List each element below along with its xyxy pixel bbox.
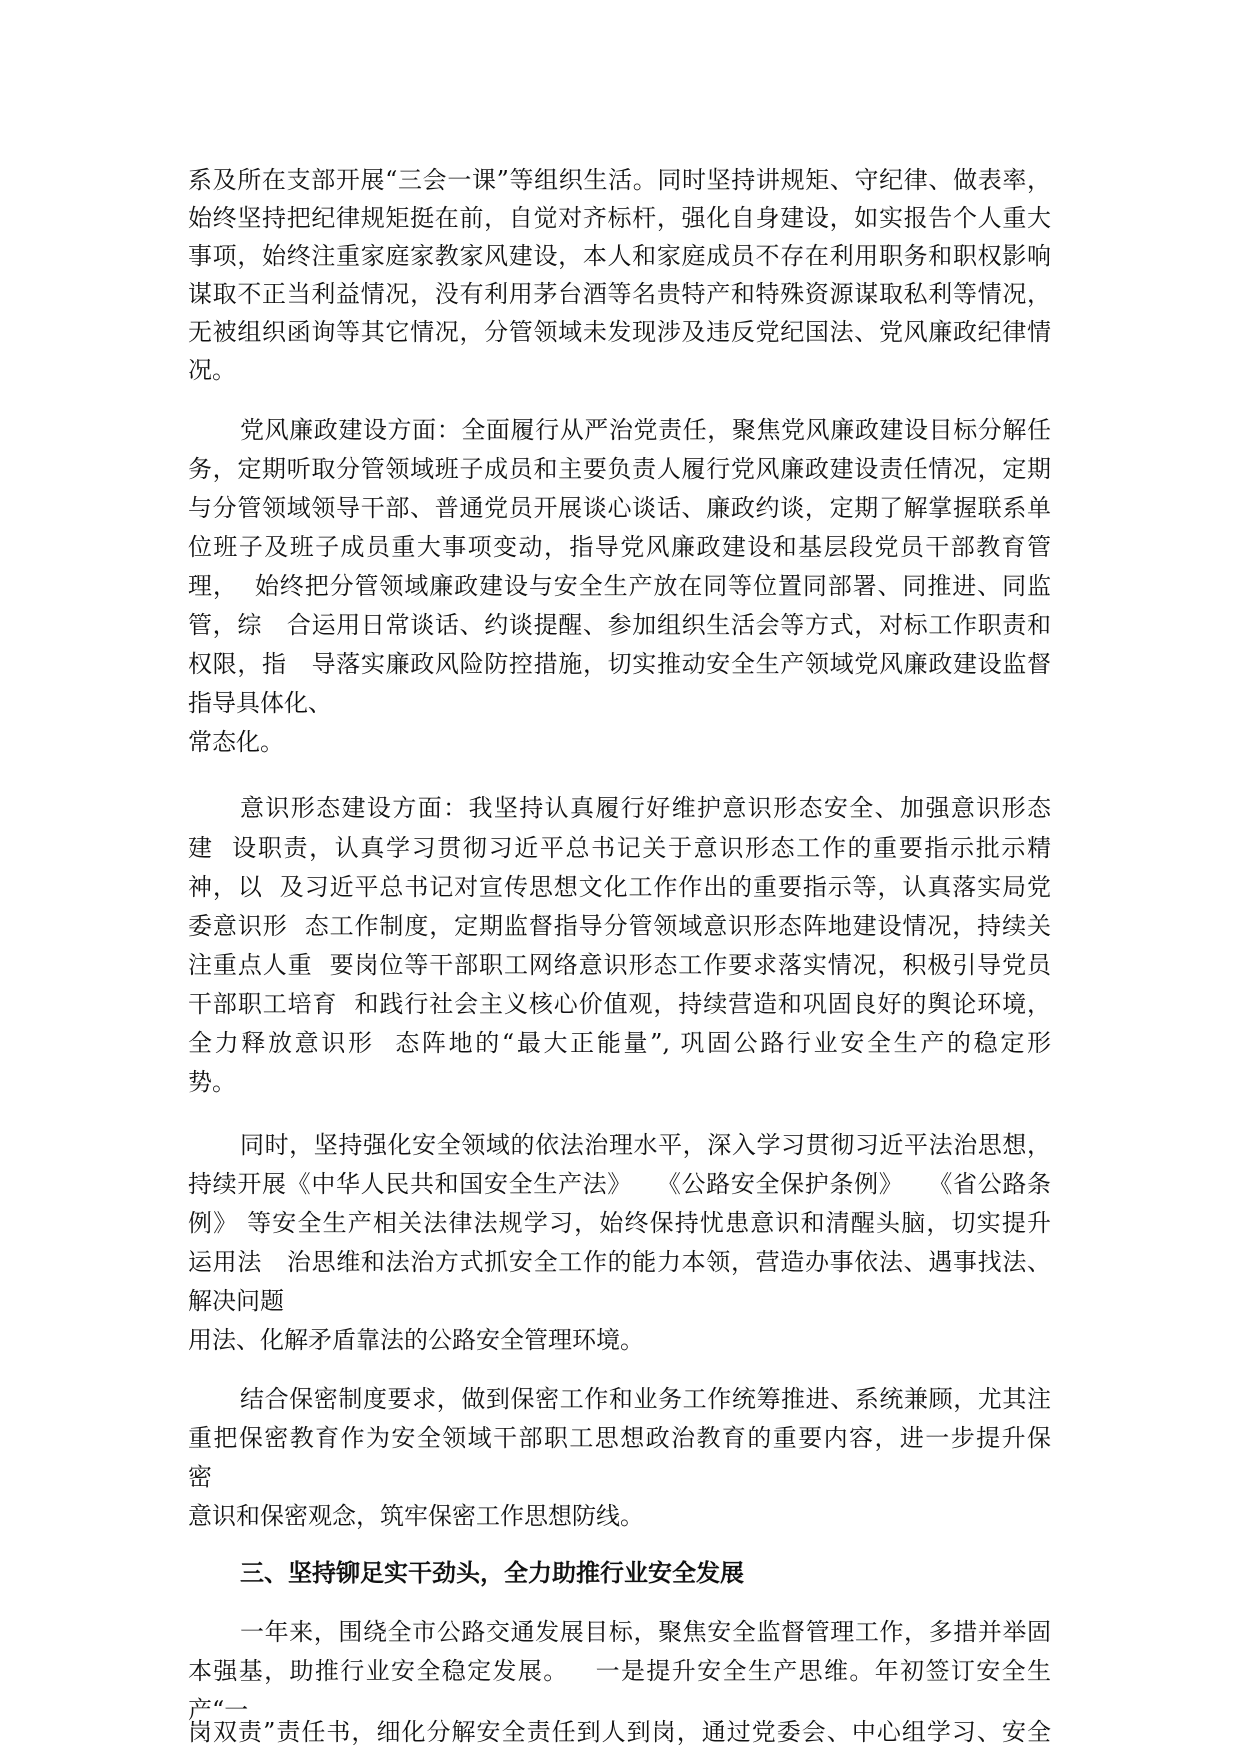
text-line: 事项，始终注重家庭家教家风建设，本人和家庭成员不存在利用职务和职权影响: [188, 242, 1051, 270]
paragraph-first-line: 结合保密制度要求，做到保密工作和业务工作统筹推进、系统兼顾，尤其注: [240, 1385, 1051, 1413]
text-line: 用法、化解矛盾靠法的公路安全管理环境。: [188, 1326, 644, 1354]
paragraph-first-line: 一年来，围绕全市公路交通发展目标，聚焦安全监督管理工作，多措并举固: [240, 1618, 1051, 1646]
text-line: 始终坚持把纪律规矩挺在前，自觉对齐标杆，强化自身建设，如实报告个人重大: [188, 204, 1051, 232]
paragraph-first-line: 党风廉政建设方面：全面履行从严治党责任，聚焦党风廉政建设目标分解任: [240, 416, 1051, 444]
text-line: 与分管领域领导干部、普通党员开展谈心谈话、廉政约谈，定期了解掌握联系单: [188, 494, 1051, 522]
text-line: 持续开展《中华人民共和国安全生产法》 《公路安全保护条例》 《省公路条: [188, 1170, 1051, 1198]
text-line: 岗双责”责任书，细化分解安全责任到人到岗，通过党委会、中心组学习、安全: [188, 1718, 1051, 1746]
text-line: 注重点人重 要岗位等干部职工网络意识形态工作要求落实情况，积极引导党员: [188, 951, 1051, 979]
text-line: 势。: [188, 1068, 236, 1096]
text-line: 干部职工培育 和践行社会主义核心价值观，持续营造和巩固良好的舆论环境，: [188, 990, 1051, 1018]
text-line: 谋取不正当利益情况，没有利用茅台酒等名贵特产和特殊资源谋取私利等情况，: [188, 280, 1051, 308]
text-line: 位班子及班子成员重大事项变动，指导党风廉政建设和基层段党员干部教育管: [188, 533, 1051, 561]
text-line: 常态化。: [188, 728, 284, 756]
text-line: 权限，指 导落实廉政风险防控措施，切实推动安全生产领域党风廉政建设监督: [188, 650, 1051, 678]
text-line: 管，综 合运用日常谈话、约谈提醒、参加组织生活会等方式，对标工作职责和: [188, 611, 1051, 639]
text-line: 重把保密教育作为安全领域干部职工思想政治教育的重要内容，进一步提升保: [188, 1424, 1051, 1452]
text-line: 密: [188, 1463, 212, 1491]
text-line: 系及所在支部开展“三会一课”等组织生活。同时坚持讲规矩、守纪律、做表率，: [188, 166, 1051, 194]
text-line: 本强基，助推行业安全稳定发展。 一是提升安全生产思维。年初签订安全生: [188, 1657, 1051, 1685]
text-line: 委意识形 态工作制度，定期监督指导分管领域意识形态阵地建设情况，持续关: [188, 912, 1051, 940]
text-line: 况。: [188, 356, 236, 384]
text-line: 例》 等安全生产相关法律法规学习，始终保持忧患意识和清醒头脑，切实提升: [188, 1209, 1051, 1237]
text-line: 意识和保密观念，筑牢保密工作思想防线。: [188, 1502, 644, 1530]
text-line: 解决问题: [188, 1287, 284, 1315]
paragraph-first-line: 意识形态建设方面：我坚持认真履行好维护意识形态安全、加强意识形态: [240, 794, 1051, 822]
text-line: 运用法 治思维和法治方式抓安全工作的能力本领，营造办事依法、遇事找法、: [188, 1248, 1051, 1276]
text-line: 指导具体化、: [188, 689, 332, 717]
text-line: 产“一: [188, 1696, 249, 1724]
text-line: 神，以 及习近平总书记对宣传思想文化工作作出的重要指示等，认真落实局党: [188, 873, 1051, 901]
section-heading: 三、坚持铆足实干劲头，全力助推行业安全发展: [240, 1559, 744, 1587]
text-line: 务，定期听取分管领域班子成员和主要负责人履行党风廉政建设责任情况，定期: [188, 455, 1051, 483]
text-line: 理， 始终把分管领域廉政建设与安全生产放在同等位置同部署、同推进、同监: [188, 572, 1051, 600]
paragraph-first-line: 同时，坚持强化安全领域的依法治理水平，深入学习贯彻习近平法治思想，: [240, 1131, 1051, 1159]
text-line: 建 设职责，认真学习贯彻习近平总书记关于意识形态工作的重要指示批示精: [188, 834, 1051, 862]
text-line: 无被组织函询等其它情况，分管领域未发现涉及违反党纪国法、党风廉政纪律情: [188, 318, 1051, 346]
text-line: 全力释放意识形 态阵地的“最大正能量”, 巩固公路行业安全生产的稳定形: [188, 1029, 1051, 1057]
